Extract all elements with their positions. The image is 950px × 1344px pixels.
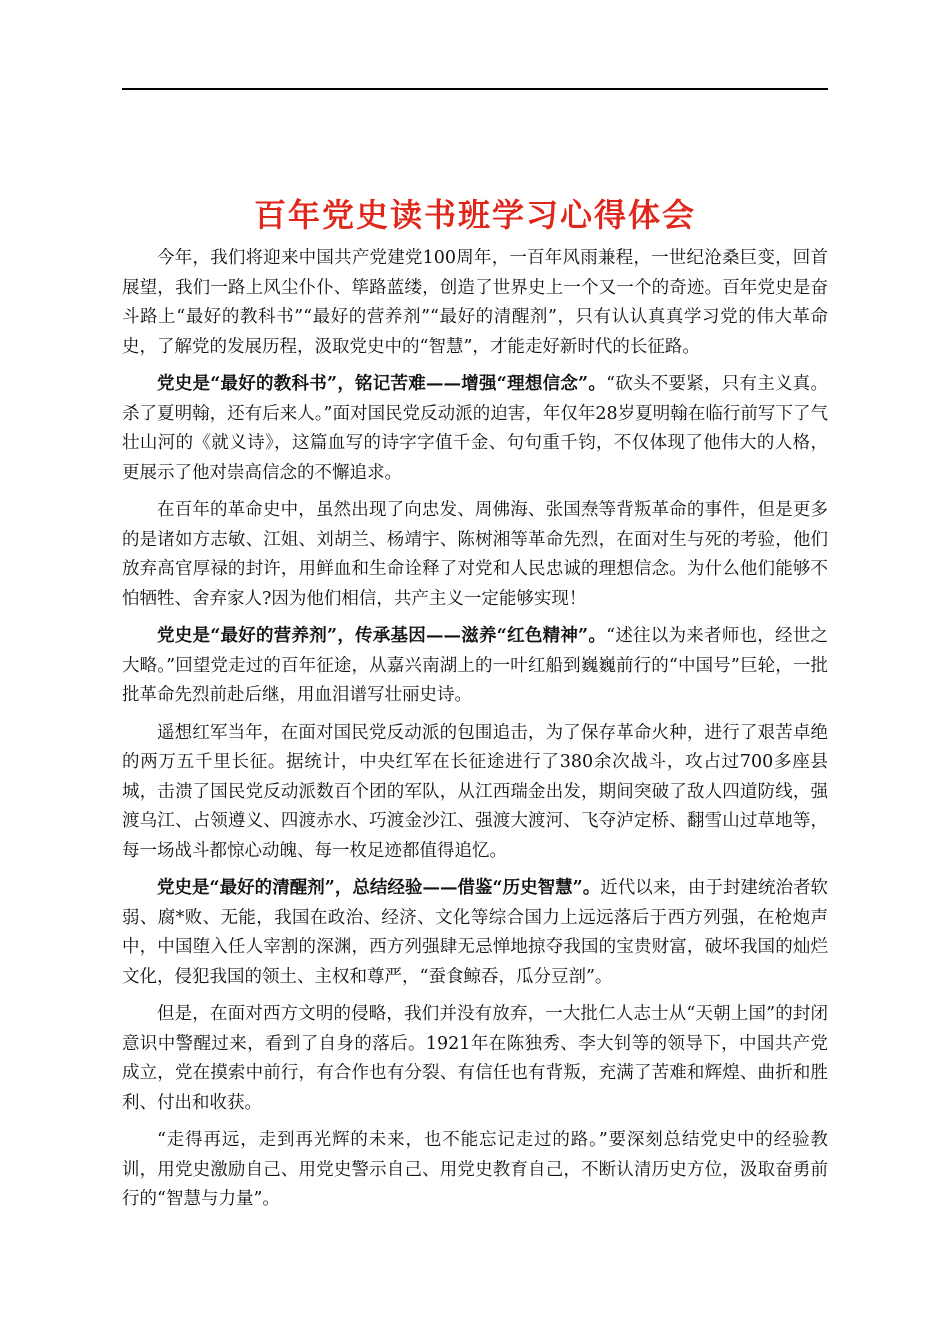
paragraph-1-text: 今年，我们将迎来中国共产党建党100周年，一百年风雨兼程，一世纪沧桑巨变，回首展望，我们一路上风尘仆仆、筚路蓝缕，创造了世界史上一个又一个的奇迹。百年党史是奋斗路上“最好的教科书”“最好的营养剂”“最好的清醒剂”，只有认认真真学习党的伟大革命史，了解党的发展历程，汲取党史中的“智慧”，才能走好新时代的长征路。 xyxy=(122,248,828,357)
paragraph-4-text: “述往以为来者师也，经世之大略。”回望党走过的百年征途，从嘉兴南湖上的一叶红船到巍巍前行的“中国号”巨轮，一批批革命先烈前赴后继，用血泪谱写壮丽史诗。 xyxy=(122,626,829,705)
paragraph-8-text: “走得再远，走到再光辉的未来，也不能忘记走过的路。”要深刻总结党史中的经验教训，用党史激励自己、用党史警示自己、用党史教育自己，不断认清历史方位，汲取奋勇前行的“智慧与力量”。 xyxy=(122,1130,828,1209)
paragraph-7 xyxy=(122,1000,828,1118)
paragraph-2 xyxy=(122,370,828,488)
paragraph-2-lead: 党史是“最好的教科书”，铭记苦难——增强“理想信念”。 xyxy=(157,374,607,394)
paragraph-7-text: 但是，在面对西方文明的侵略，我们并没有放弃，一大批仁人志士从“天朝上国”的封闭意识中警醒过来，看到了自身的落后。1921年在陈独秀、李大钊等的领导下，中国共产党成立，党在摸索中前行，有合作也有分裂、有信任也有背叛，充满了苦难和辉煌、曲折和胜利、付出和收获。 xyxy=(122,1004,828,1113)
paragraph-4-lead: 党史是“最好的营养剂”，传承基因——滋养“红色精神”。 xyxy=(157,626,607,646)
header-rule xyxy=(122,88,828,90)
paragraph-6-lead: 党史是“最好的清醒剂”，总结经验——借鉴“历史智慧”。 xyxy=(157,878,601,898)
document-body xyxy=(122,244,828,1223)
document-title: 百年党史读书班学习心得体会 xyxy=(253,196,696,234)
paragraph-6 xyxy=(122,874,828,992)
paragraph-3-text: 在百年的革命史中，虽然出现了向忠发、周佛海、张国焘等背叛革命的事件，但是更多的是诸如方志敏、江姐、刘胡兰、杨靖宇、陈树湘等革命先烈，在面对生与死的考验，他们放弃高官厚禄的封许，用鲜血和生命诠释了对党和人民忠诚的理想信念。为什么他们能够不怕牺牲、舍弃家人?因为他们相信，共产主义一定能够实现！ xyxy=(122,500,828,609)
paragraph-6-text: 近代以来，由于封建统治者软弱、腐*败、无能，我国在政治、经济、文化等综合国力上远远落后于西方列强，在枪炮声中，中国堕入任人宰割的深渊，西方列强肆无忌惮地掠夺我国的宝贵财富，破坏我国的灿烂文化，侵犯我国的领土、主权和尊严，“蚕食鲸吞，瓜分豆剖”。 xyxy=(122,878,828,987)
paragraph-3 xyxy=(122,496,828,614)
paragraph-8 xyxy=(122,1126,828,1215)
paragraph-5 xyxy=(122,719,828,867)
paragraph-4 xyxy=(122,622,828,711)
paragraph-1 xyxy=(122,244,828,362)
paragraph-5-text: 遥想红军当年，在面对国民党反动派的包围追击，为了保存革命火种，进行了艰苦卓绝的两万五千里长征。据统计，中央红军在长征途进行了380余次战斗，攻占过700多座县城，击溃了国民党反动派数百个团的军队，从江西瑞金出发，期间突破了敌人四道防线，强渡乌江、占领遵义、四渡赤水、巧渡金沙江、强渡大渡河、飞夺泸定桥、翻雪山过草地等，每一场战斗都惊心动魄、每一枚足迹都值得追忆。 xyxy=(122,722,828,861)
paragraph-2-text: “砍头不要紧，只有主义真。杀了夏明翰，还有后来人。”面对国民党反动派的迫害，年仅年28岁夏明翰在临行前写下了气壮山河的《就义诗》，这篇血写的诗字字值千金、句句重千钧，不仅体现了他伟大的人格，更展示了他对崇高信念的不懈追求。 xyxy=(122,374,829,483)
